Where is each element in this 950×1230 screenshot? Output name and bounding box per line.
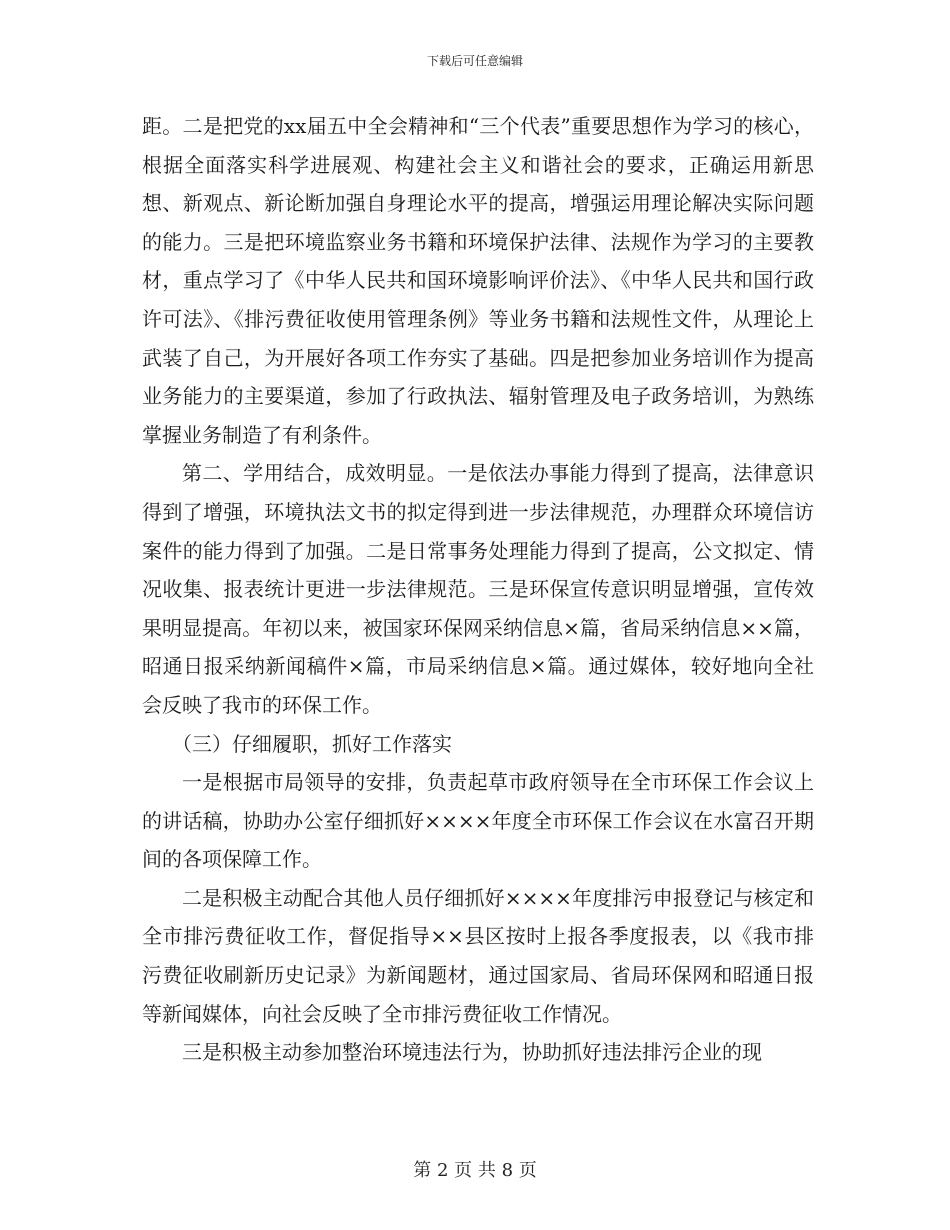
paragraph-study-results: 第二、学用结合，成效明显。一是依法办事能力得到了提高，法律意识得到了增强，环境执法文书的拟定得到进一步法律规范，办理群众环境信访案件的能力得到了加强。二是日常事务处理能力得到了提高，公文拟定、情况收集、报表统计更进一步法律规范。三是环保宣传意识明显增强，宣传效果明显提高。年初以来，被国家环保网采纳信息×篇，省局采纳信息××篇，昭通日报采纳新闻稿件×篇，市局采纳信息×篇。通过媒体，较好地向全社会反映了我市的环保工作。 <box>142 461 814 717</box>
document-body <box>142 107 814 1072</box>
page-header-note: 下载后可任意编辑 <box>426 54 523 68</box>
paragraph-duty-one: 一是根据市局领导的安排，负责起草市政府领导在全市环保工作会议上的讲话稿，协助办公室仔细抓好××××年度全市环保工作会议在水富召开期间的各项保障工作。 <box>142 770 814 872</box>
paragraph-study-content: 距。二是把党的xx届五中全会精神和“三个代表”重要思想作为学习的核心，根据全面落实科学进展观、构建社会主义和谐社会的要求，正确运用新思想、新观点、新论断加强自身理论水平的提高，增强运用理论解决实际问题的能力。三是把环境监察业务书籍和环境保护法律、法规作为学习的主要教材，重点学习了《中华人民共和国环境影响评价法》、《中华人民共和国行政许可法》、《排污费征收使用管理条例》等业务书籍和法规性文件，从理论上武装了自己，为开展好各项工作夯实了基础。四是把参加业务培训作为提高业务能力的主要渠道，参加了行政执法、辐射管理及电子政务培训，为熟练掌握业务制造了有利条件。 <box>142 114 814 447</box>
paragraph-duty-three: 三是积极主动参加整治环境违法行为，协助抓好违法排污企业的现 <box>182 1040 762 1065</box>
paragraph-duty-two: 二是积极主动配合其他人员仔细抓好××××年度排污申报登记与核定和全市排污费征收工作，督促指导××县区按时上报各季度报表，以《我市排污费征收刷新历史记录》为新闻题材，通过国家局、省局环保网和昭通日报等新闻媒体，向社会反映了全市排污费征收工作情况。 <box>142 885 814 1026</box>
page-number-footer: 第 2 页 共 8 页 <box>413 1160 537 1181</box>
section-heading-duties: （三）仔细履职，抓好工作落实 <box>172 731 452 756</box>
